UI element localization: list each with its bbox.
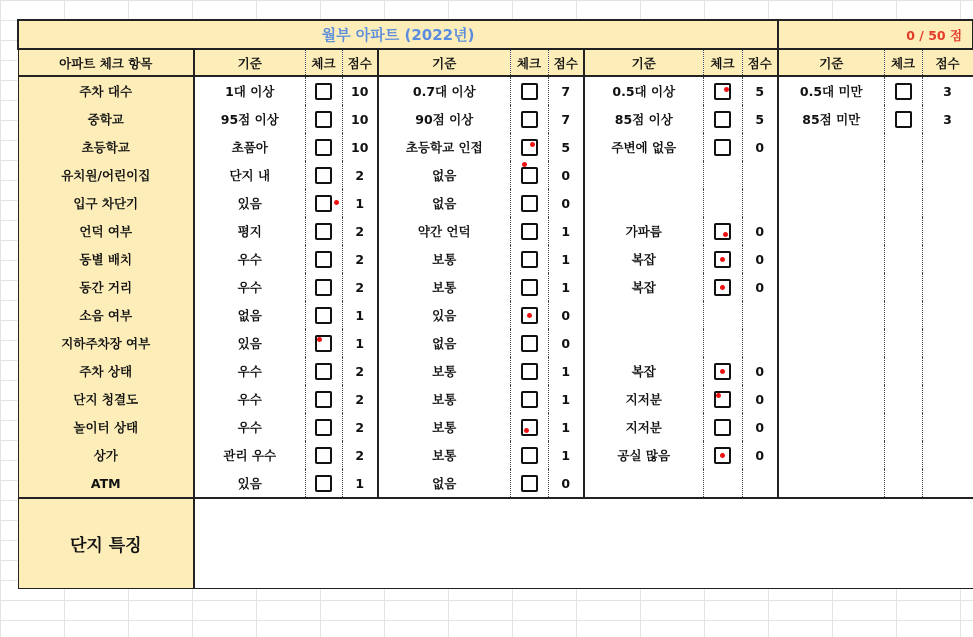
points-cell[interactable] [922,189,973,217]
points-cell[interactable]: 1 [548,273,584,301]
check-cell[interactable] [305,161,342,189]
criteria-cell[interactable]: 보통 [378,413,510,441]
check-cell[interactable] [305,245,342,273]
checkbox[interactable] [714,363,731,380]
points-cell[interactable]: 7 [548,105,584,133]
points-cell[interactable] [742,161,778,189]
table-row [18,189,973,217]
table-row [18,413,973,441]
points-cell[interactable]: 1 [342,329,378,357]
row-label[interactable]: 상가 [18,441,194,469]
checkbox[interactable] [895,83,912,100]
criteria-cell[interactable]: 없음 [194,301,305,329]
criteria-cell[interactable]: 우수 [194,245,305,273]
table-row [18,441,973,469]
checkbox[interactable] [521,167,538,184]
points-cell[interactable] [922,245,973,273]
criteria-cell[interactable] [778,357,884,385]
header-points-3[interactable]: 점수 [742,49,778,76]
check-cell[interactable] [884,133,922,161]
features-row [18,498,973,589]
points-cell[interactable] [922,301,973,329]
criteria-cell[interactable]: 95점 이상 [194,105,305,133]
features-label[interactable]: 단지 특징 [18,498,194,589]
check-cell[interactable] [510,105,548,133]
checkbox[interactable] [315,447,332,464]
check-cell[interactable] [305,329,342,357]
points-cell[interactable]: 2 [342,357,378,385]
criteria-cell[interactable]: 있음 [194,189,305,217]
points-cell[interactable]: 0 [742,413,778,441]
criteria-cell[interactable]: 가파름 [584,217,703,245]
header-item[interactable]: 아파트 체크 항목 [18,49,194,76]
points-cell[interactable]: 3 [922,105,973,133]
check-cell[interactable] [703,217,742,245]
points-cell[interactable]: 1 [548,385,584,413]
header-check-4[interactable]: 체크 [884,49,922,76]
header-row [18,49,973,76]
header-points-2[interactable]: 점수 [548,49,584,76]
criteria-cell[interactable] [778,189,884,217]
check-cell[interactable] [510,189,548,217]
check-cell[interactable] [884,273,922,301]
red-mark-dot [530,142,535,147]
criteria-cell[interactable]: 0.5대 미만 [778,76,884,105]
criteria-cell[interactable]: 주변에 없음 [584,133,703,161]
checkbox[interactable] [714,419,731,436]
checkbox[interactable] [714,111,731,128]
check-cell[interactable] [884,329,922,357]
points-cell[interactable]: 1 [342,189,378,217]
check-cell[interactable] [510,357,548,385]
check-cell[interactable] [305,217,342,245]
criteria-cell[interactable] [778,161,884,189]
check-cell[interactable] [703,273,742,301]
points-cell[interactable]: 2 [342,161,378,189]
checkbox[interactable] [315,279,332,296]
criteria-cell[interactable]: 평지 [194,217,305,245]
points-cell[interactable] [922,441,973,469]
check-cell[interactable] [703,133,742,161]
criteria-cell[interactable] [584,329,703,357]
points-cell[interactable]: 2 [342,385,378,413]
row-label[interactable]: 놀이터 상태 [18,413,194,441]
check-cell[interactable] [510,469,548,498]
check-cell[interactable] [703,301,742,329]
check-cell[interactable] [884,357,922,385]
check-cell[interactable] [703,413,742,441]
check-cell[interactable] [305,441,342,469]
check-cell[interactable] [703,357,742,385]
checkbox[interactable] [521,447,538,464]
red-mark-dot [317,337,322,342]
red-mark-dot [524,428,529,433]
check-cell[interactable] [305,469,342,498]
check-cell[interactable] [703,161,742,189]
red-mark-dot [720,285,725,290]
check-cell[interactable] [884,413,922,441]
red-mark-dot [334,200,339,205]
row-label[interactable]: 소음 여부 [18,301,194,329]
points-cell[interactable]: 0 [548,189,584,217]
table-row [18,245,973,273]
criteria-cell[interactable]: 보통 [378,273,510,301]
check-cell[interactable] [305,301,342,329]
points-cell[interactable] [922,217,973,245]
checkbox[interactable] [521,419,538,436]
checkbox[interactable] [315,139,332,156]
criteria-cell[interactable] [778,329,884,357]
check-cell[interactable] [884,161,922,189]
criteria-cell[interactable]: 0.5대 이상 [584,76,703,105]
check-cell[interactable] [510,161,548,189]
check-cell[interactable] [305,357,342,385]
check-cell[interactable] [884,105,922,133]
check-cell[interactable] [703,385,742,413]
check-cell[interactable] [510,273,548,301]
table-row [18,217,973,245]
criteria-cell[interactable] [778,413,884,441]
points-cell[interactable] [742,301,778,329]
points-cell[interactable]: 0 [548,469,584,498]
check-cell[interactable] [884,385,922,413]
table-row [18,133,973,161]
criteria-cell[interactable]: 85점 이상 [584,105,703,133]
red-mark-dot [724,87,729,92]
checkbox[interactable] [521,195,538,212]
checkbox[interactable] [714,279,731,296]
criteria-cell[interactable] [584,469,703,498]
checkbox[interactable] [315,419,332,436]
check-cell[interactable] [305,133,342,161]
check-cell[interactable] [884,245,922,273]
table-row [18,385,973,413]
header-criteria-3[interactable]: 기준 [584,49,703,76]
checkbox[interactable] [315,223,332,240]
points-cell[interactable]: 0 [742,357,778,385]
header-criteria-4[interactable]: 기준 [778,49,884,76]
criteria-cell[interactable]: 우수 [194,357,305,385]
row-label[interactable]: 주차 상태 [18,357,194,385]
check-cell[interactable] [703,441,742,469]
points-cell[interactable] [922,161,973,189]
criteria-cell[interactable]: 보통 [378,385,510,413]
checklist-rows [18,76,973,498]
header-check-1[interactable]: 체크 [305,49,342,76]
checkbox[interactable] [315,391,332,408]
row-label[interactable]: 동별 배치 [18,245,194,273]
points-cell[interactable] [742,329,778,357]
points-cell[interactable]: 1 [548,441,584,469]
check-cell[interactable] [703,76,742,105]
criteria-cell[interactable]: 단지 내 [194,161,305,189]
checkbox[interactable] [521,307,538,324]
check-cell[interactable] [510,76,548,105]
points-cell[interactable] [922,469,973,498]
points-cell[interactable] [922,413,973,441]
header-points-1[interactable]: 점수 [342,49,378,76]
row-label[interactable]: 주차 대수 [18,76,194,105]
criteria-cell[interactable]: 지저분 [584,413,703,441]
checkbox[interactable] [714,251,731,268]
points-cell[interactable] [922,329,973,357]
table-row [18,469,973,498]
row-label[interactable]: 단지 청결도 [18,385,194,413]
points-cell[interactable]: 0 [742,273,778,301]
points-cell[interactable]: 7 [548,76,584,105]
table-row [18,301,973,329]
table-row [18,76,973,105]
points-cell[interactable]: 2 [342,441,378,469]
checkbox[interactable] [714,83,731,100]
criteria-cell[interactable]: 초품아 [194,133,305,161]
red-mark-dot [720,453,725,458]
points-cell[interactable] [922,357,973,385]
points-cell[interactable] [922,385,973,413]
checkbox[interactable] [714,391,731,408]
points-cell[interactable]: 0 [742,217,778,245]
criteria-cell[interactable]: 공실 많음 [584,441,703,469]
header-criteria-2[interactable]: 기준 [378,49,510,76]
check-cell[interactable] [703,245,742,273]
points-cell[interactable]: 0 [548,301,584,329]
title-row [18,20,973,49]
check-cell[interactable] [884,189,922,217]
red-mark-dot [527,313,532,318]
header-check-2[interactable]: 체크 [510,49,548,76]
points-cell[interactable]: 10 [342,133,378,161]
points-cell[interactable] [742,189,778,217]
points-cell[interactable]: 10 [342,105,378,133]
criteria-cell[interactable]: 없음 [378,161,510,189]
row-label[interactable]: 지하주차장 여부 [18,329,194,357]
check-cell[interactable] [305,385,342,413]
check-cell[interactable] [884,76,922,105]
points-cell[interactable]: 0 [742,245,778,273]
row-label[interactable]: 유치원/어린이집 [18,161,194,189]
header-points-4[interactable]: 점수 [922,49,973,76]
criteria-cell[interactable]: 복잡 [584,357,703,385]
check-cell[interactable] [510,133,548,161]
check-cell[interactable] [884,441,922,469]
header-check-3[interactable]: 체크 [703,49,742,76]
criteria-cell[interactable]: 우수 [194,385,305,413]
check-cell[interactable] [305,273,342,301]
header-criteria-1[interactable]: 기준 [194,49,305,76]
row-label[interactable]: 언덕 여부 [18,217,194,245]
criteria-cell[interactable]: 1대 이상 [194,76,305,105]
checkbox[interactable] [315,167,332,184]
points-cell[interactable]: 2 [342,273,378,301]
sheet-title[interactable] [18,20,778,49]
criteria-cell[interactable] [778,385,884,413]
criteria-cell[interactable]: 0.7대 이상 [378,76,510,105]
features-value[interactable] [194,498,973,589]
points-cell[interactable]: 0 [548,329,584,357]
check-cell[interactable] [510,385,548,413]
red-mark-dot [720,369,725,374]
checkbox[interactable] [521,139,538,156]
criteria-cell[interactable] [584,161,703,189]
table-row [18,105,973,133]
check-cell[interactable] [510,441,548,469]
criteria-cell[interactable] [778,469,884,498]
criteria-cell[interactable] [584,189,703,217]
criteria-cell[interactable]: 복잡 [584,245,703,273]
criteria-cell[interactable] [778,273,884,301]
checkbox[interactable] [895,111,912,128]
checkbox[interactable] [315,475,332,492]
checkbox[interactable] [315,363,332,380]
points-cell[interactable]: 3 [922,76,973,105]
checkbox[interactable] [714,447,731,464]
check-cell[interactable] [884,301,922,329]
criteria-cell[interactable] [778,217,884,245]
criteria-cell[interactable]: 지저분 [584,385,703,413]
table-row [18,329,973,357]
criteria-cell[interactable] [584,301,703,329]
check-cell[interactable] [305,189,342,217]
criteria-cell[interactable]: 보통 [378,245,510,273]
criteria-cell[interactable]: 없음 [378,469,510,498]
points-cell[interactable]: 0 [548,161,584,189]
red-mark-dot [522,162,527,167]
title-text: 월부 아파트 (2022년) [321,26,475,44]
criteria-cell[interactable]: 없음 [378,329,510,357]
criteria-cell[interactable]: 90점 이상 [378,105,510,133]
criteria-cell[interactable]: 보통 [378,441,510,469]
check-cell[interactable] [510,217,548,245]
red-mark-dot [723,232,728,237]
points-cell[interactable] [742,469,778,498]
criteria-cell[interactable] [778,245,884,273]
check-cell[interactable] [703,105,742,133]
check-cell[interactable] [884,469,922,498]
red-mark-dot [716,393,721,398]
check-cell[interactable] [703,189,742,217]
points-cell[interactable]: 1 [342,469,378,498]
criteria-cell[interactable]: 85점 미만 [778,105,884,133]
checkbox[interactable] [521,363,538,380]
criteria-cell[interactable]: 있음 [194,469,305,498]
criteria-cell[interactable]: 초등학교 인접 [378,133,510,161]
checkbox[interactable] [521,475,538,492]
points-cell[interactable] [922,133,973,161]
checkbox[interactable] [521,335,538,352]
points-cell[interactable]: 5 [742,76,778,105]
checkbox[interactable] [521,223,538,240]
row-label[interactable]: 초등학교 [18,133,194,161]
check-cell[interactable] [305,76,342,105]
checkbox[interactable] [714,223,731,240]
points-cell[interactable]: 1 [548,413,584,441]
checkbox[interactable] [315,335,332,352]
check-cell[interactable] [703,469,742,498]
points-cell[interactable]: 0 [742,441,778,469]
check-cell[interactable] [510,301,548,329]
points-cell[interactable] [922,273,973,301]
check-cell[interactable] [703,329,742,357]
check-cell[interactable] [305,105,342,133]
points-cell[interactable]: 0 [742,133,778,161]
points-cell[interactable]: 1 [548,217,584,245]
checkbox[interactable] [521,83,538,100]
checkbox[interactable] [315,83,332,100]
points-cell[interactable]: 2 [342,413,378,441]
criteria-cell[interactable]: 약간 언덕 [378,217,510,245]
apartment-checklist-table [17,19,973,589]
checkbox[interactable] [521,391,538,408]
check-cell[interactable] [510,245,548,273]
criteria-cell[interactable]: 우수 [194,273,305,301]
row-label[interactable]: 중학교 [18,105,194,133]
table-row [18,161,973,189]
row-label[interactable]: 동간 거리 [18,273,194,301]
criteria-cell[interactable] [778,441,884,469]
criteria-cell[interactable]: 우수 [194,413,305,441]
checkbox[interactable] [521,251,538,268]
checkbox[interactable] [521,279,538,296]
criteria-cell[interactable]: 보통 [378,357,510,385]
points-cell[interactable]: 2 [342,217,378,245]
check-cell[interactable] [510,329,548,357]
checkbox[interactable] [315,111,332,128]
points-cell[interactable]: 1 [548,245,584,273]
points-cell[interactable]: 5 [742,105,778,133]
checkbox[interactable] [521,111,538,128]
table-row [18,357,973,385]
points-cell[interactable]: 10 [342,76,378,105]
criteria-cell[interactable]: 있음 [378,301,510,329]
check-cell[interactable] [884,217,922,245]
criteria-cell[interactable]: 관리 우수 [194,441,305,469]
points-cell[interactable]: 1 [342,301,378,329]
check-cell[interactable] [305,413,342,441]
points-cell[interactable]: 2 [342,245,378,273]
criteria-cell[interactable] [778,133,884,161]
table-row [18,273,973,301]
checkbox[interactable] [315,307,332,324]
row-label[interactable]: ATM [18,469,194,498]
criteria-cell[interactable]: 없음 [378,189,510,217]
criteria-cell[interactable]: 복잡 [584,273,703,301]
checkbox[interactable] [315,251,332,268]
check-cell[interactable] [510,413,548,441]
criteria-cell[interactable]: 있음 [194,329,305,357]
total-score[interactable]: 0 / 50 점 [778,20,973,49]
points-cell[interactable]: 0 [742,385,778,413]
checkbox[interactable] [315,195,332,212]
red-mark-dot [720,257,725,262]
points-cell[interactable]: 1 [548,357,584,385]
checkbox[interactable] [714,139,731,156]
row-label[interactable]: 입구 차단기 [18,189,194,217]
points-cell[interactable]: 5 [548,133,584,161]
criteria-cell[interactable] [778,301,884,329]
